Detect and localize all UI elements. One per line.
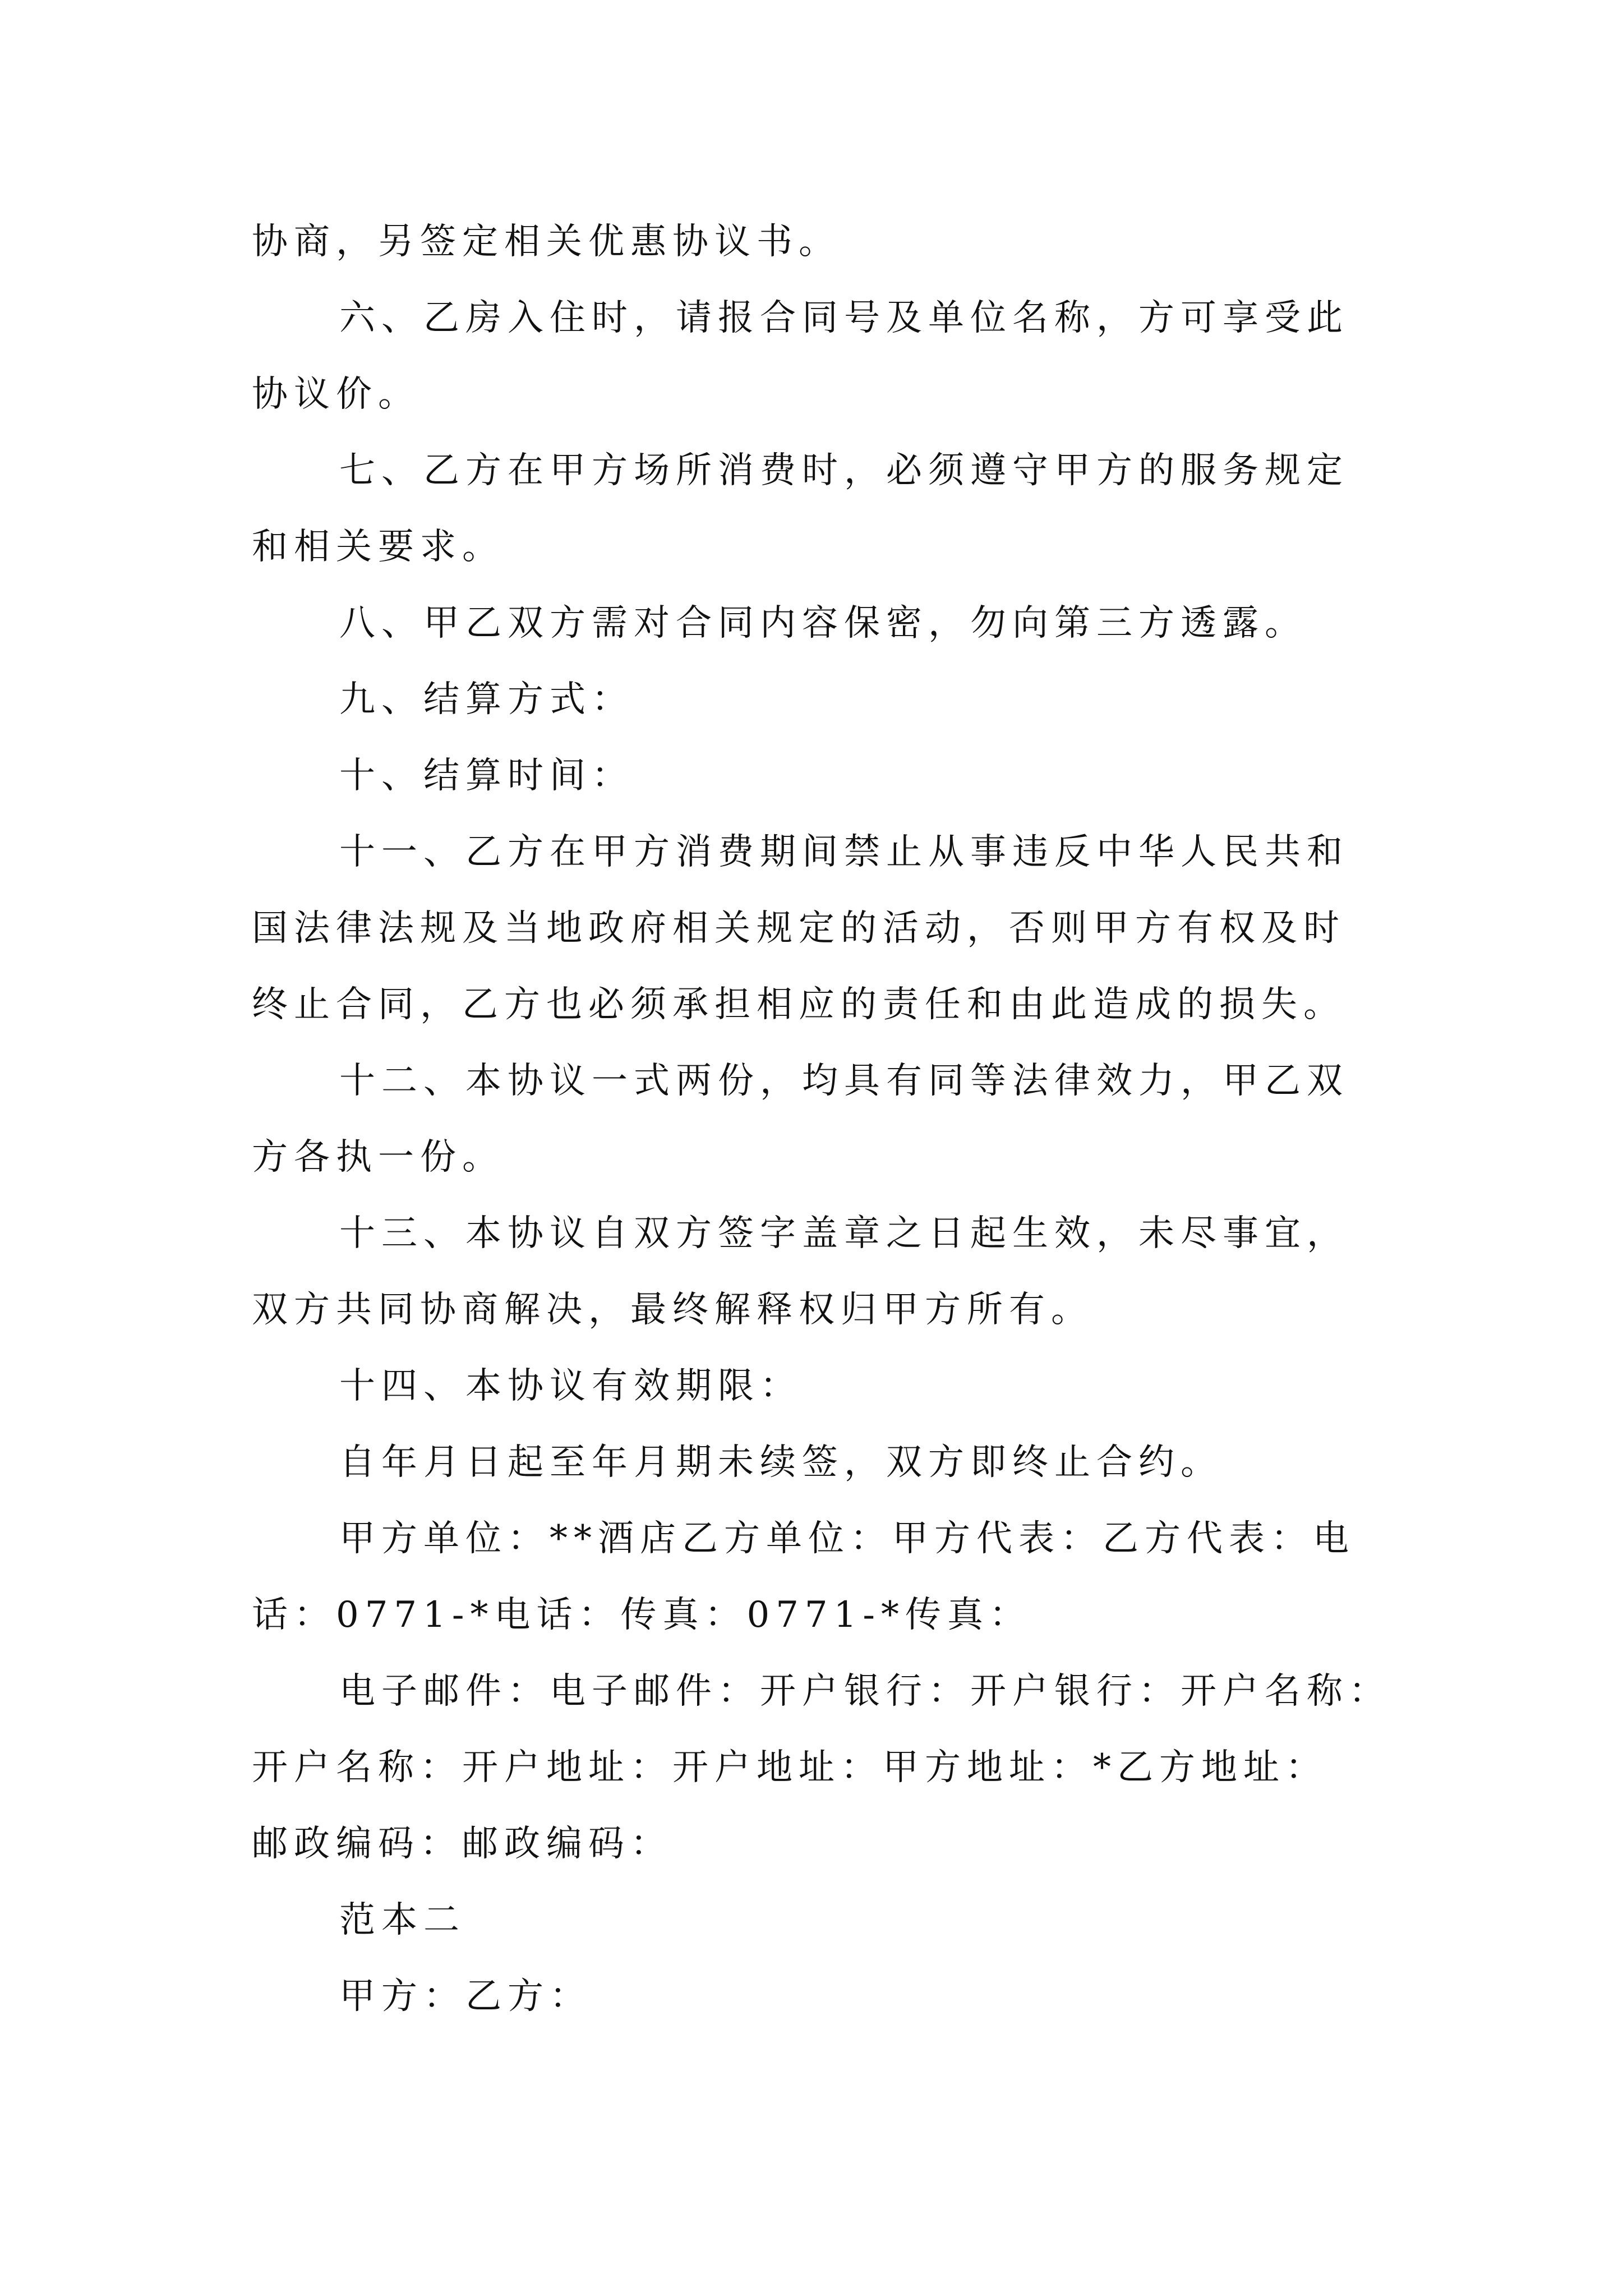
text-line: 终止合同，乙方也必须承担相应的责任和由此造成的损失。 xyxy=(252,984,1345,1025)
text-line: 话：0771-*电话：传真：0771-*传真： xyxy=(252,1594,1031,1636)
text-line: 协商，另签定相关优惠协议书。 xyxy=(252,221,841,263)
text-line: 九、结算方式： xyxy=(339,679,634,720)
text-line: 和相关要求。 xyxy=(252,526,504,568)
text-line: 十二、本协议一式两份，均具有同等法律效力，甲乙双 xyxy=(339,1060,1349,1102)
text-line: 范本二 xyxy=(339,1899,465,1941)
text-line: 方各执一份。 xyxy=(252,1137,504,1178)
text-line: 十一、乙方在甲方消费期间禁止从事违反中华人民共和 xyxy=(339,831,1349,873)
text-line: 十三、本协议自双方签字盖章之日起生效，未尽事宜， xyxy=(339,1213,1349,1254)
text-line: 甲方：乙方： xyxy=(339,1976,592,2017)
text-line: 八、甲乙双方需对合同内容保密，勿向第三方透露。 xyxy=(339,602,1307,644)
text-line: 十四、本协议有效期限： xyxy=(339,1365,802,1407)
text-line: 七、乙方在甲方场所消费时，必须遵守甲方的服务规定 xyxy=(339,450,1349,491)
text-line: 协议价。 xyxy=(252,374,420,415)
text-line: 双方共同协商解决，最终解释权归甲方所有。 xyxy=(252,1289,1093,1331)
text-line: 甲方单位：**酒店乙方单位：甲方代表：乙方代表：电 xyxy=(339,1518,1355,1559)
text-line: 邮政编码：邮政编码： xyxy=(252,1823,672,1865)
text-line: 自年月日起至年月期未续签，双方即终止合约。 xyxy=(339,1442,1223,1483)
text-line: 开户名称：开户地址：开户地址：甲方地址：*乙方地址： xyxy=(252,1747,1327,1788)
text-line: 六、乙房入住时，请报合同号及单位名称，方可享受此 xyxy=(339,297,1349,339)
text-line: 十、结算时间： xyxy=(339,755,634,797)
text-line: 电子邮件：电子邮件：开户银行：开户银行：开户名称： xyxy=(339,1671,1391,1712)
text-line: 国法律法规及当地政府相关规定的活动，否则甲方有权及时 xyxy=(252,908,1345,949)
